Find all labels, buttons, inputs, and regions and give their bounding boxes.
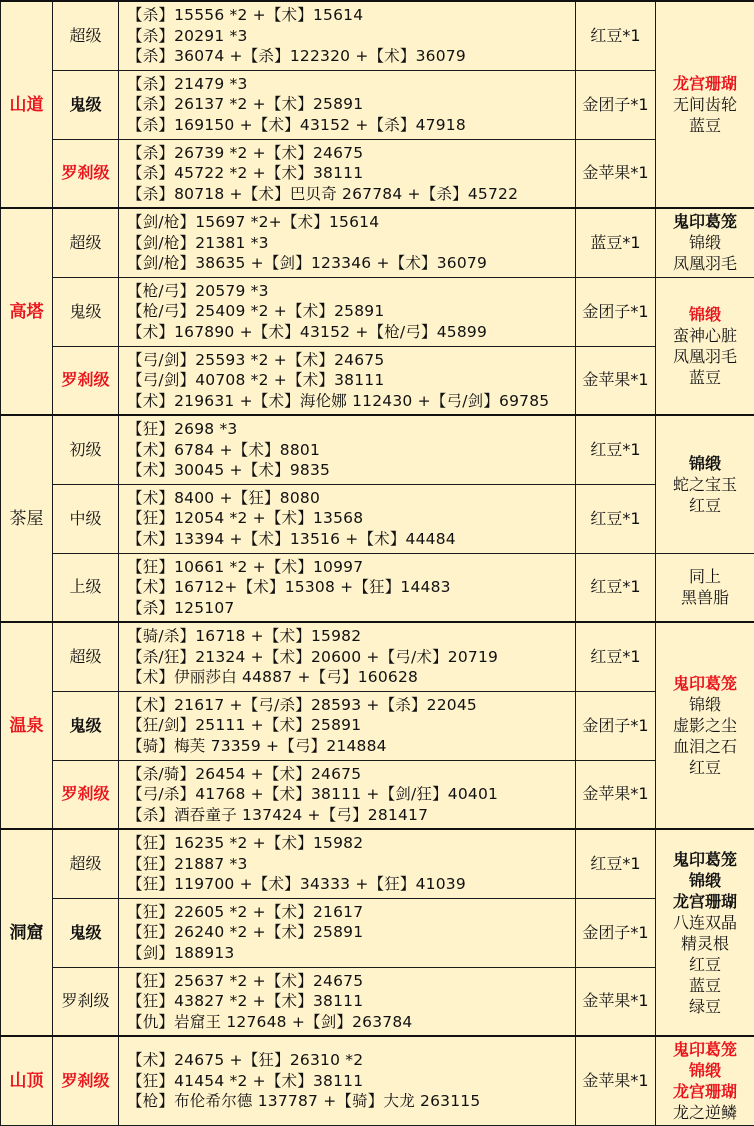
table-row: [1, 760, 754, 829]
difficulty-label: 超级: [53, 1, 119, 70]
table-row: [1, 484, 754, 553]
table-row: [1, 277, 754, 346]
wave-2: 【术】16712+【术】15308 +【狂】14483: [127, 577, 575, 598]
wave-1: 【杀/骑】26454 +【术】24675: [127, 764, 575, 785]
table-row: [1, 691, 754, 760]
wave-2: 【杀】26137 *2 +【术】25891: [127, 94, 575, 115]
difficulty-label: 鬼级: [53, 277, 119, 346]
enemy-waves: [119, 691, 576, 760]
drop-item: 鬼印葛笼: [656, 673, 754, 694]
drop-item: 精灵根: [656, 933, 754, 954]
enemy-waves: [119, 760, 576, 829]
reward: 金团子*1: [576, 70, 656, 139]
wave-2: 【术】6784 +【术】8801: [127, 440, 575, 461]
area-name: 洞窟: [1, 829, 53, 1036]
wave-3: 【杀】125107: [127, 598, 575, 619]
reward: 红豆*1: [576, 553, 656, 622]
table-row: [1, 208, 754, 277]
enemy-waves: [119, 1, 576, 70]
reward: 金苹果*1: [576, 760, 656, 829]
difficulty-label: 罗刹级: [53, 760, 119, 829]
wave-2: 【弓/剑】40708 *2 +【术】38111: [127, 370, 575, 391]
wave-3: 【杀】80718 +【术】巴贝奇 267784 +【杀】45722: [127, 184, 575, 205]
wave-1: 【狂】22605 *2 +【术】21617: [127, 902, 575, 923]
drop-item: 绿豆: [656, 996, 754, 1017]
table-row: [1, 898, 754, 967]
wave-3: 【骑】梅芙 73359 +【弓】214884: [127, 736, 575, 757]
drop-list: [656, 208, 754, 277]
drop-item: 红豆: [656, 757, 754, 778]
area-name: 高塔: [1, 208, 53, 415]
drop-item: 虚影之尘: [656, 715, 754, 736]
reward: 红豆*1: [576, 415, 656, 484]
reward: 红豆*1: [576, 829, 656, 898]
area-name: 茶屋: [1, 415, 53, 622]
drop-list: [656, 553, 754, 622]
wave-2: 【杀】45722 *2 +【术】38111: [127, 163, 575, 184]
wave-2: 【枪/弓】25409 *2 +【术】25891: [127, 301, 575, 322]
difficulty-label: 鬼级: [53, 70, 119, 139]
drop-list: [656, 622, 754, 829]
difficulty-label: 罗刹级: [53, 967, 119, 1036]
reward: 金团子*1: [576, 691, 656, 760]
wave-1: 【杀】26739 *2 +【术】24675: [127, 143, 575, 164]
drop-item: 蓝豆: [656, 367, 754, 388]
drop-list: [656, 415, 754, 553]
drop-item: 黑兽脂: [656, 587, 754, 608]
difficulty-label: 鬼级: [53, 898, 119, 967]
table-row: [1, 553, 754, 622]
table-row: [1, 415, 754, 484]
drop-item: 红豆: [656, 495, 754, 516]
drop-item: 蛇之宝玉: [656, 474, 754, 495]
wave-1: 【狂】16235 *2 +【术】15982: [127, 833, 575, 854]
wave-2: 【杀】20291 *3: [127, 26, 575, 47]
wave-3: 【杀】酒吞童子 137424 +【弓】281417: [127, 805, 575, 826]
table-row: [1, 1036, 754, 1125]
wave-2: 【狂】41454 *2 +【术】38111: [127, 1071, 575, 1092]
area-name: 山顶: [1, 1036, 53, 1125]
difficulty-label: 初级: [53, 415, 119, 484]
table-row: [1, 829, 754, 898]
difficulty-label: 罗刹级: [53, 346, 119, 415]
drop-item: 锦缎: [656, 1060, 754, 1081]
drop-item: 锦缎: [656, 232, 754, 253]
enemy-waves: [119, 1036, 576, 1125]
wave-1: 【剑/枪】15697 *2+【术】15614: [127, 212, 575, 233]
enemy-waves: [119, 484, 576, 553]
reward: 金苹果*1: [576, 346, 656, 415]
wave-1: 【骑/杀】16718 +【术】15982: [127, 626, 575, 647]
reward: 红豆*1: [576, 622, 656, 691]
reward: 金团子*1: [576, 898, 656, 967]
enemy-waves: [119, 415, 576, 484]
drop-item: 蛮神心脏: [656, 325, 754, 346]
reward: 金团子*1: [576, 277, 656, 346]
area-name: 温泉: [1, 622, 53, 829]
wave-2: 【狂】21887 *3: [127, 854, 575, 875]
drop-item: 龙宫珊瑚: [656, 891, 754, 912]
wave-1: 【狂】2698 *3: [127, 419, 575, 440]
drop-list: [656, 1036, 754, 1125]
drop-item: 蓝豆: [656, 115, 754, 136]
wave-1: 【狂】10661 *2 +【术】10997: [127, 557, 575, 578]
drop-item: 锦缎: [656, 870, 754, 891]
drop-item: 凤凰羽毛: [656, 346, 754, 367]
wave-3: 【术】伊丽莎白 44887 +【弓】160628: [127, 667, 575, 688]
wave-1: 【杀】21479 *3: [127, 74, 575, 95]
area-name: 山道: [1, 1, 53, 208]
drop-item: 红豆: [656, 954, 754, 975]
drop-item: 锦缎: [656, 453, 754, 474]
difficulty-label: 超级: [53, 622, 119, 691]
reward: 蓝豆*1: [576, 208, 656, 277]
reward: 金苹果*1: [576, 967, 656, 1036]
wave-3: 【枪】布伦希尔德 137787 +【骑】大龙 263115: [127, 1091, 575, 1112]
drop-item: 血泪之石: [656, 736, 754, 757]
enemy-waves: [119, 277, 576, 346]
difficulty-label: 上级: [53, 553, 119, 622]
reward: 金苹果*1: [576, 139, 656, 208]
drop-item: 无间齿轮: [656, 94, 754, 115]
wave-1: 【杀】15556 *2 +【术】15614: [127, 5, 575, 26]
enemy-waves: [119, 553, 576, 622]
reward: 红豆*1: [576, 1, 656, 70]
drop-list: [656, 829, 754, 1036]
wave-1: 【枪/弓】20579 *3: [127, 281, 575, 302]
table-row: [1, 622, 754, 691]
wave-1: 【术】21617 +【弓/杀】28593 +【杀】22045: [127, 695, 575, 716]
difficulty-label: 超级: [53, 829, 119, 898]
difficulty-label: 中级: [53, 484, 119, 553]
wave-3: 【狂】119700 +【术】34333 +【狂】41039: [127, 874, 575, 895]
drop-item: 蓝豆: [656, 975, 754, 996]
wave-1: 【狂】25637 *2 +【术】24675: [127, 971, 575, 992]
drop-list: [656, 277, 754, 415]
wave-3: 【术】167890 +【术】43152 +【枪/弓】45899: [127, 322, 575, 343]
enemy-waves: [119, 139, 576, 208]
drop-item: 锦缎: [656, 304, 754, 325]
enemy-waves: [119, 346, 576, 415]
difficulty-label: 罗刹级: [53, 139, 119, 208]
drop-item: 龙之逆鳞: [656, 1102, 754, 1123]
enemy-waves: [119, 622, 576, 691]
reward: 金苹果*1: [576, 1036, 656, 1125]
wave-3: 【剑/枪】38635 +【剑】123346 +【术】36079: [127, 253, 575, 274]
enemy-waves: [119, 967, 576, 1036]
wave-1: 【术】8400 +【狂】8080: [127, 488, 575, 509]
drop-item: 凤凰羽毛: [656, 253, 754, 274]
difficulty-label: 鬼级: [53, 691, 119, 760]
difficulty-label: 罗刹级: [53, 1036, 119, 1125]
enemy-waves: [119, 898, 576, 967]
drop-item: 同上: [656, 566, 754, 587]
wave-2: 【狂/剑】25111 +【术】25891: [127, 715, 575, 736]
drop-list: [656, 1, 754, 208]
wave-3: 【杀】169150 +【术】43152 +【杀】47918: [127, 115, 575, 136]
wave-3: 【剑】188913: [127, 943, 575, 964]
wave-2: 【杀/狂】21324 +【术】20600 +【弓/术】20719: [127, 647, 575, 668]
table-row: [1, 967, 754, 1036]
drop-item: 鬼印葛笼: [656, 1039, 754, 1060]
table-row: [1, 70, 754, 139]
drop-item: 八连双晶: [656, 912, 754, 933]
enemy-waves: [119, 829, 576, 898]
wave-3: 【杀】36074 +【杀】122320 +【术】36079: [127, 46, 575, 67]
enemy-waves: [119, 208, 576, 277]
drop-item: 龙宫珊瑚: [656, 73, 754, 94]
table-row: [1, 139, 754, 208]
wave-3: 【仇】岩窟王 127648 +【剑】263784: [127, 1012, 575, 1033]
table-row: [1, 346, 754, 415]
enemy-waves: [119, 70, 576, 139]
drop-item: 锦缎: [656, 694, 754, 715]
wave-3: 【术】13394 +【术】13516 +【术】44484: [127, 529, 575, 550]
wave-2: 【剑/枪】21381 *3: [127, 233, 575, 254]
drop-item: 鬼印葛笼: [656, 849, 754, 870]
wave-2: 【狂】43827 *2 +【术】38111: [127, 991, 575, 1012]
wave-2: 【狂】26240 *2 +【术】25891: [127, 922, 575, 943]
difficulty-label: 超级: [53, 208, 119, 277]
wave-2: 【弓/杀】41768 +【术】38111 +【剑/狂】40401: [127, 784, 575, 805]
wave-3: 【术】219631 +【术】海伦娜 112430 +【弓/剑】69785: [127, 391, 575, 412]
wave-1: 【术】24675 +【狂】26310 *2: [127, 1050, 575, 1071]
wave-2: 【狂】12054 *2 +【术】13568: [127, 508, 575, 529]
wave-3: 【术】30045 +【术】9835: [127, 460, 575, 481]
reward: 红豆*1: [576, 484, 656, 553]
drop-item: 鬼印葛笼: [656, 211, 754, 232]
drop-item: 龙宫珊瑚: [656, 1081, 754, 1102]
wave-1: 【弓/剑】25593 *2 +【术】24675: [127, 350, 575, 371]
table-row: [1, 1, 754, 70]
